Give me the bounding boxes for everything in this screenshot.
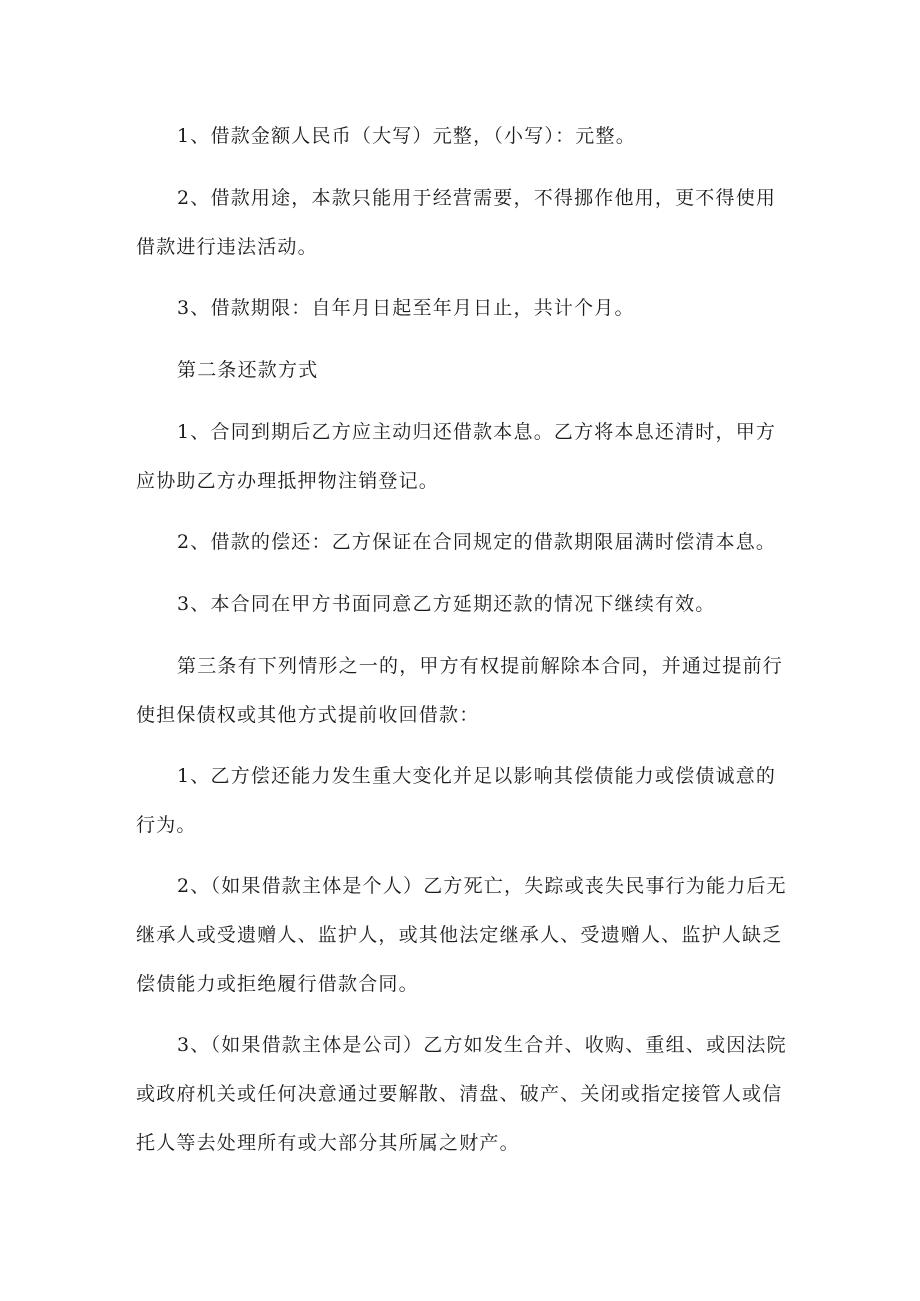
repayment-clause-1: 1、合同到期后乙方应主动归还借款本息。乙方将本息还清时，甲方应协助乙方办理抵押物注销登记。 [136, 421, 777, 492]
repayment-clause-3: 3、本合同在甲方书面同意乙方延期还款的情况下继续有效。 [177, 593, 716, 615]
termination-clause-2: 2、（如果借款主体是个人）乙方死亡，失踪或丧失民事行为能力后无继承人或受遗赠人、监护人，或其他法定继承人、受遗赠人、监护人缺乏偿债能力或拒绝履行借款合同。 [136, 875, 787, 995]
repayment-clause-2: 2、借款的偿还：乙方保证在合同规定的借款期限届满时偿清本息。 [177, 531, 777, 553]
article-2-heading: 第二条还款方式 [177, 359, 319, 381]
clause-2-purpose: 2、借款用途，本款只能用于经营需要，不得挪作他用，更不得使用借款进行违法活动。 [136, 187, 777, 258]
termination-clause-3: 3、（如果借款主体是公司）乙方如发生合并、收购、重组、或因法院或政府机关或任何决意通过要解散、清盘、破产、关闭或指定接管人或信托人等去处理所有或大部分其所属之财产。 [136, 1034, 787, 1154]
article-3-heading: 第三条有下列情形之一的，甲方有权提前解除本合同，并通过提前行使担保债权或其他方式提前收回借款： [136, 655, 784, 726]
clause-1-amount: 1、借款金额人民币（大写）元整，（小写）：元整。 [177, 125, 636, 147]
termination-clause-1: 1、乙方偿还能力发生重大变化并足以影响其偿债能力或偿债诚意的行为。 [136, 765, 777, 836]
clause-3-term: 3、借款期限：自年月日起至年月日止，共计个月。 [177, 297, 635, 319]
